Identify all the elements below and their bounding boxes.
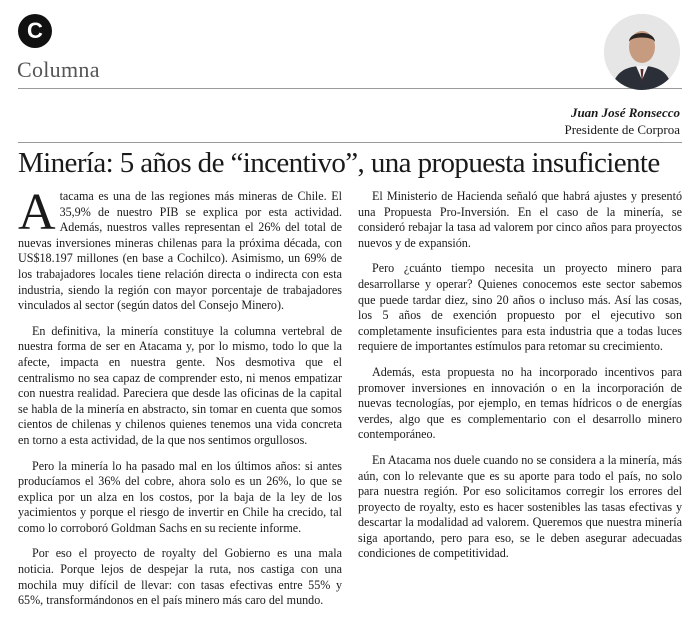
author-name: Juan José Ronsecco (570, 105, 680, 120)
paragraph-4: Por eso el proyecto de royalty del Gobierno es una mala noticia. Porque lejos de despejar la ruta, nos castiga con una mochila muy difícil de llevar: con tasas efectivas entre 55% y 65%, transformándonos en el país minero más caro del mundo. (18, 546, 342, 608)
section-title: Columna (17, 57, 100, 82)
paragraph-1 (18, 184, 342, 314)
paragraph-7: Además, esta propuesta no ha incorporado incentivos para promover inversiones en innovación o en la incorporación de nuevas tecnologías, por ejemplo, en temas hídricos o de energías verdes, algo que es complementario con el desarrollo minero contemporáneo. (358, 364, 682, 442)
paragraph-6: Pero ¿cuánto tiempo necesita un proyecto minero para desarrollarse y operar? Quienes conocemos este sector sabemos que puede tardar diez, sino 20 años o incluso más. Así las cosas, los 5 años de exención propuesto por el ejecutivo son completamente insuficientes para esta industria que a todas luces requiere de importantes estímulos para retomar su crecimiento. (358, 261, 682, 354)
article-body (18, 184, 682, 615)
paragraph-8: En Atacama nos duele cuando no se considera a la minería, más aún, con lo relevante que es su aporte para todo el país, no solo para nuestra región. Por eso solicitamos corregir los errores del proyecto de royalty, esto es hacer sostenibles las tasas efectivas y descartar la modalidad ad valorem. Queremos que nuestra minería siga aportando, pero para eso, se le deben asegurar adecuadas condiciones de competitividad. (358, 452, 682, 561)
drop-cap: A (18, 184, 56, 241)
author-photo (604, 14, 680, 90)
paragraph-5: El Ministerio de Hacienda señaló que habrá ajustes y presentó una Propuesta Pro-Inversión. En el caso de la minería, se consideró rebajar la tasa ad valorem por cinco años para proyectos nuevos y de expansión. (358, 189, 682, 250)
top-divider (18, 88, 682, 89)
author-role: Presidente de Corproa (564, 122, 680, 137)
author-byline (564, 104, 680, 138)
column-badge: C (18, 14, 52, 48)
paragraph-1-text: tacama es una de las regiones más mineras de Chile. El 35,9% de nuestro PIB se explica por esta actividad. Además, nuestros valles representan el 26% del total de nuevas inversiones mineras chilenas para la próxima década, con US$18.197 millones (en base a Cochilco). Asimismo, un 69% de los trabajadores locales tiene relación directa o indirecta con esta industria, siendo la región con mayor porcentaje de trabajadores vinculados al sector (según datos del Consejo Minero). (18, 189, 342, 313)
article-headline: Minería: 5 años de “incentivo”, una propuesta insuficiente (18, 147, 660, 179)
author-portrait-icon (604, 14, 680, 90)
paragraph-2: En definitiva, la minería constituye la columna vertebral de nuestra forma de ser en Atacama y, por lo mismo, todo lo que la afecte, impacta en nuestra gente. Nos desmotiva que el centralismo no sea capaz de comprender esto, ni menos empatizar con nuestra realidad. Pareciera que desde las oficinas de la capital se habla de la minería en abstracto, sin tomar en cuenta que somos cientos de chilenas y chilenos quienes tenemos una vida concreta en torno a esta actividad, de la que nos sentimos orgullosos. (18, 323, 342, 447)
headline-divider (18, 142, 682, 143)
paragraph-3: Pero la minería lo ha pasado mal en los últimos años: si antes producíamos el 36% del cobre, ahora solo es un 26%, lo que se explica por un alza en los costos, por la baja de la ley de los yacimientos y porque el riesgo de invertir en Chile ha crecido, tal como lo corroboró Goldman Sachs en su reciente informe. (18, 458, 342, 535)
